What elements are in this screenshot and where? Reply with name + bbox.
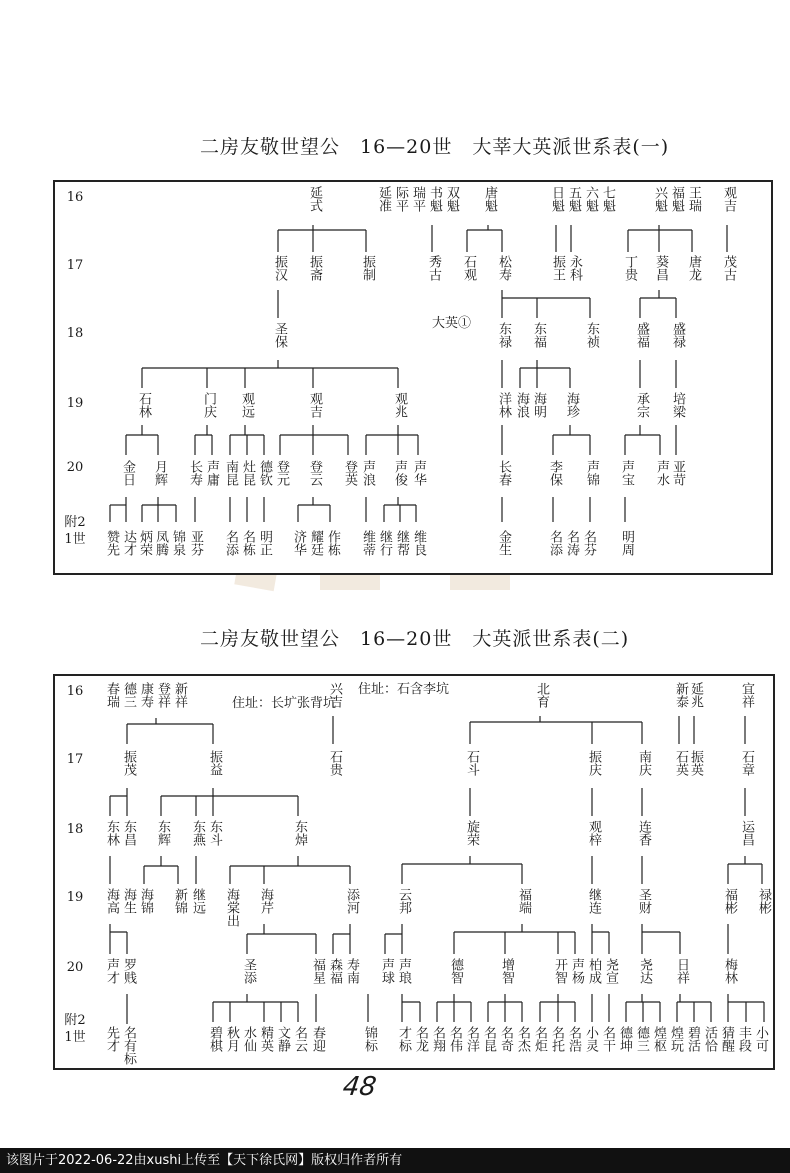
t1-g18-shenglu: 盛禄 (670, 322, 685, 348)
t1-g17-zhenyu: 振斋 (307, 255, 322, 281)
t1-g21-fengteng: 凤腾 (153, 530, 168, 556)
t2-g17-zhenmao: 振茂 (121, 750, 136, 776)
t2-g20-kaizhi: 开智 (552, 958, 567, 984)
t2-g21-jinbiao: 锦标 (362, 1026, 377, 1052)
t2-g16-yanzhao: 延兆 (688, 682, 703, 708)
t2-g21-mingyang: 名洋 (464, 1026, 479, 1052)
t2-g19-haijin: 海锦 (138, 888, 153, 914)
t2-g18-xuanrong: 旋荣 (464, 820, 479, 846)
t1-g16-yanshi: 延式 (307, 186, 322, 212)
t2-g21-xiaoling: 小灵 (583, 1026, 598, 1052)
t2-address-1: 住址：长圹张背坑 (232, 696, 337, 711)
t2-g21-mingju: 名炬 (532, 1026, 547, 1052)
t2-g21-xiancai: 先才 (104, 1026, 119, 1052)
t2-g20-senfu: 森福 (327, 958, 342, 984)
t1-g20-changchun: 长春 (496, 460, 511, 486)
gen-17: 17 (66, 258, 84, 273)
t1-g21-jihua: 济华 (291, 530, 306, 556)
t2-gen-20: 20 (66, 960, 84, 975)
t2-g21-mingkun: 名昆 (481, 1026, 496, 1052)
t1-g20-dengying: 登英 (342, 460, 357, 486)
t1-g17-xiugu: 秀古 (426, 255, 441, 281)
t1-g20-deqin: 德钦 (257, 460, 272, 486)
t2-g21-mingtuo: 名托 (549, 1026, 564, 1052)
t1-g21-mingzhou: 明周 (619, 530, 634, 556)
t1-g19-yanglin: 洋林 (496, 392, 511, 418)
gen-18: 18 (66, 326, 84, 341)
t1-g17-songshou: 松寿 (496, 255, 511, 281)
t1-g21-dacai: 达才 (121, 530, 136, 556)
t2-address-2: 住址：石含李坑 (358, 682, 450, 697)
t2-g20-yaoxuan: 尧宣 (603, 958, 618, 984)
t1-g20-libao: 李保 (547, 460, 562, 486)
t2-g21-minghao: 名浩 (566, 1026, 581, 1052)
t2-g21-mingyun: 名云 (292, 1026, 307, 1052)
t1-g17-yongke: 永科 (567, 255, 582, 281)
t2-g20-fuxing: 福星 (310, 958, 325, 984)
t1-g20-dengyuan: 登元 (274, 460, 289, 486)
t1-g16-xingkui: 兴魁 (652, 186, 667, 212)
t1-g17-kuichang: 葵昌 (653, 255, 668, 281)
t2-g19-haisheng: 海生 (121, 888, 136, 914)
t1-g16-yanzhun: 延准 (376, 186, 391, 212)
t1-g19-guanji: 观吉 (307, 392, 322, 418)
t2-g21-mingqi: 名奇 (498, 1026, 513, 1052)
t1-g20-shengjin: 声锦 (584, 460, 599, 486)
t1-g17-shiguan: 石观 (461, 255, 476, 281)
t1-g20-shengbao: 声宝 (619, 460, 634, 486)
t1-g18-dongfu: 东福 (531, 322, 546, 348)
t2-g20-zengzhi: 增智 (499, 958, 514, 984)
t2-g20-yaoda: 尧达 (637, 958, 652, 984)
t1-g17-maogu: 茂古 (721, 255, 736, 281)
t2-g17-zhenyi: 振益 (207, 750, 222, 776)
t1-g20-shenghua: 声华 (411, 460, 426, 486)
gen-16: 16 (66, 190, 84, 205)
t2-g16-xinxiang: 新祥 (172, 682, 187, 708)
t1-g16-ruiping: 瑞平 (410, 186, 425, 212)
t2-g21-caixing: 猜醒 (719, 1026, 734, 1052)
t1-g19-guanzhao: 观兆 (392, 392, 407, 418)
t1-g20-dengyun: 登云 (307, 460, 322, 486)
t2-g20-shengyang: 声杨 (569, 958, 584, 984)
t1-g21-mingtao: 名涛 (564, 530, 579, 556)
t2-g21-jingying: 精英 (258, 1026, 273, 1052)
page-number: 48 (340, 1072, 379, 1102)
t2-g21-caibiao: 才标 (396, 1026, 411, 1052)
t1-g20-shengyong: 声庸 (204, 460, 219, 486)
t1-g20-changshou: 长寿 (187, 460, 202, 486)
t1-g17-zhenzhi: 振制 (360, 255, 375, 281)
t1-g21-mingdong: 名栋 (240, 530, 255, 556)
t2-g21-mingjie: 名杰 (515, 1026, 530, 1052)
t1-g16-shukui: 书魁 (427, 186, 442, 212)
t2-g18-yunchang: 运昌 (739, 820, 754, 846)
t2-g19-fuduan: 福端 (516, 888, 531, 914)
gen-20: 20 (66, 460, 84, 475)
gen-19: 19 (66, 396, 84, 411)
t2-g20-rixiang: 日祥 (674, 958, 689, 984)
t2-g19-haigao: 海高 (104, 888, 119, 914)
t2-g21-chunying: 春迎 (310, 1026, 325, 1052)
t1-g16-fukui: 福魁 (669, 186, 684, 212)
table2-title: 二房友敬世望公 16—20世 大英派世系表(二) (200, 628, 630, 650)
t2-gen-17: 17 (66, 752, 84, 767)
t1-g20-yahe: 亚苛 (670, 460, 685, 486)
t2-g17-zhenqing: 振庆 (586, 750, 601, 776)
t2-g17-nanqing: 南庆 (636, 750, 651, 776)
t1-g21-weiliang: 维良 (411, 530, 426, 556)
t2-g19-jiyuan: 继远 (190, 888, 205, 914)
t2-g20-dezhi: 德智 (448, 958, 463, 984)
t2-g21-bihuo: 碧活 (685, 1026, 700, 1052)
t2-g19-xinjin: 新锦 (172, 888, 187, 914)
t2-g21-mingwei: 名伟 (447, 1026, 462, 1052)
footer-credit: 该图片于2022-06-22由xushi上传至【天下徐氏网】版权归作者所有 (0, 1148, 790, 1173)
t2-g21-qiuyue: 秋月 (224, 1026, 239, 1052)
t1-g21-bingrong: 炳荣 (137, 530, 152, 556)
t1-g16-tangkui: 唐魁 (482, 186, 497, 212)
gen-21: 附21世 (64, 515, 86, 547)
t2-g21-shuixian: 水仙 (241, 1026, 256, 1052)
t1-g21-weijie: 维蒂 (360, 530, 375, 556)
t2-g16-yixiang: 宜祥 (739, 682, 754, 708)
t1-g18-shengfu: 盛福 (634, 322, 649, 348)
t1-g16-qikui: 七魁 (600, 186, 615, 212)
t2-g19-jilian: 继连 (586, 888, 601, 914)
t2-gen-19: 19 (66, 890, 84, 905)
t1-g21-mingfen: 名芬 (581, 530, 596, 556)
t2-g21-fengduan: 丰段 (736, 1026, 751, 1052)
t2-g20-luojian: 罗贱 (121, 958, 136, 984)
t2-g17-zhenying: 振英 (688, 750, 703, 776)
t1-g21-jinsheng: 金生 (496, 530, 511, 556)
t2-g16-kangshou: 康寿 (138, 682, 153, 708)
t1-g19-peiliang: 培梁 (670, 392, 685, 418)
t1-g19-haiming: 海明 (531, 392, 546, 418)
t1-g18-dongzhen: 东祯 (584, 322, 599, 348)
t2-g19-haiqin: 海芹 (258, 888, 273, 914)
t2-g21-minglong: 名龙 (413, 1026, 428, 1052)
t1-g16-rikui: 日魁 (549, 186, 564, 212)
t1-g21-weibang: 继帮 (394, 530, 409, 556)
t2-g21-dekun: 德坤 (617, 1026, 632, 1052)
t2-g17-shiying: 石英 (673, 750, 688, 776)
t2-g21-huangwan: 煌玩 (668, 1026, 683, 1052)
t2-g20-shenglang: 声琅 (396, 958, 411, 984)
t1-g18-donglu: 东禄 (496, 322, 511, 348)
t2-g19-shengcai: 圣财 (636, 888, 651, 914)
t1-g21-mingtian: 名添 (223, 530, 238, 556)
t2-g16-desan: 德三 (121, 682, 136, 708)
t2-g21-biqi: 碧棋 (207, 1026, 222, 1052)
t1-g20-nankun: 南昆 (223, 460, 238, 486)
t2-g19-yunbang: 云邦 (396, 888, 411, 914)
t1-g19-hailang: 海浪 (514, 392, 529, 418)
t1-g17-zhenhan: 振汉 (272, 255, 287, 281)
t1-g19-shilin: 石林 (136, 392, 151, 418)
t1-g20-shenglang: 声浪 (360, 460, 375, 486)
t1-g21-jinquan: 锦泉 (170, 530, 185, 556)
t2-g19-haitangchu: 海棠出 (224, 888, 239, 927)
t2-g21-mingxiang: 名翔 (430, 1026, 445, 1052)
t1-g17-tanglong: 唐龙 (686, 255, 701, 281)
t1-g20-shengshui: 声水 (654, 460, 669, 486)
t2-g16-dengxiang: 登祥 (155, 682, 170, 708)
t1-g21-zanxian: 赞先 (104, 530, 119, 556)
t1-g16-wukui: 五魁 (566, 186, 581, 212)
t2-gen-16: 16 (66, 684, 84, 699)
t2-g19-tianhe: 添河 (344, 888, 359, 914)
t1-g16-jiping: 际平 (393, 186, 408, 212)
t1-g21-yafen: 亚芬 (188, 530, 203, 556)
t1-g18-shengbao: 圣保 (272, 322, 287, 348)
t2-g18-dongchang: 东昌 (121, 820, 136, 846)
t2-g16-chunrui: 春瑞 (104, 682, 119, 708)
t1-g19-guanyuan: 观远 (239, 392, 254, 418)
t1-g21-zuodong: 作栋 (325, 530, 340, 556)
t2-g16-xingji: 兴吉 (327, 682, 342, 708)
t2-g18-guanzi: 观梓 (586, 820, 601, 846)
t1-g19-mengqing: 门庆 (201, 392, 216, 418)
t2-g19-lubin: 禄彬 (756, 888, 771, 914)
t2-g20-baicheng: 柏成 (586, 958, 601, 984)
t2-g18-donghui: 东辉 (155, 820, 170, 846)
t2-g21-desan: 德三 (634, 1026, 649, 1052)
t1-g16-guanji: 观吉 (721, 186, 736, 212)
t1-g16-shuangkui: 双魁 (444, 186, 459, 212)
t2-g18-dongzhuo: 东焯 (292, 820, 307, 846)
t1-g19-haizhen: 海珍 (564, 392, 579, 418)
t2-gen-18: 18 (66, 822, 84, 837)
t2-g20-shengcai: 声才 (104, 958, 119, 984)
t1-g20-zaokun: 灶昆 (240, 460, 255, 486)
t2-g16-xintai: 新泰 (673, 682, 688, 708)
t1-g21-weixing: 继行 (377, 530, 392, 556)
t2-g17-shidou: 石斗 (464, 750, 479, 776)
t2-g17-shizhang: 石章 (739, 750, 754, 776)
t2-g20-shengtian: 圣添 (241, 958, 256, 984)
t1-g16-liukui: 六魁 (583, 186, 598, 212)
t1-g16-wangrui: 王瑞 (686, 186, 701, 212)
t2-g21-wenjing: 文静 (275, 1026, 290, 1052)
t2-g21-mingyoubiao: 名有标 (121, 1026, 136, 1065)
t2-g21-huoqia: 活恰 (702, 1026, 717, 1052)
t1-g17-dinggui: 丁贵 (622, 255, 637, 281)
t2-g20-shengqiu: 声球 (379, 958, 394, 984)
t2-g18-dongyan: 东燕 (190, 820, 205, 846)
t1-g20-shengjun: 声俊 (392, 460, 407, 486)
t1-g21-mingtian2: 名添 (547, 530, 562, 556)
t2-g21-huangshu: 煌枢 (651, 1026, 666, 1052)
t2-g20-meilin: 梅林 (722, 958, 737, 984)
t2-g16-beiyu: 北育 (534, 682, 549, 708)
t1-g20-yuehui: 月辉 (152, 460, 167, 486)
t1-branch-marker: 大英① (432, 316, 472, 331)
t1-g17-zhenwang: 振王 (550, 255, 565, 281)
t2-g20-shounan: 寿南 (344, 958, 359, 984)
t2-gen-21: 附21世 (64, 1013, 86, 1045)
t2-g18-dongdou: 东斗 (207, 820, 222, 846)
table1-title: 二房友敬世望公 16—20世 大莘大英派世系表(一) (200, 136, 670, 158)
t1-g19-chengzong: 承宗 (634, 392, 649, 418)
t1-g21-mingzheng: 明正 (257, 530, 272, 556)
t1-g21-yaoting: 耀廷 (308, 530, 323, 556)
t2-g18-lianxiang: 连香 (636, 820, 651, 846)
t2-g21-minggan: 名干 (600, 1026, 615, 1052)
t2-g19-fubin: 福彬 (722, 888, 737, 914)
t1-g20-jinri: 金日 (120, 460, 135, 486)
t2-g17-shigui: 石贵 (327, 750, 342, 776)
t2-g18-donglin: 东林 (104, 820, 119, 846)
t2-g21-xiaoke: 小可 (753, 1026, 768, 1052)
